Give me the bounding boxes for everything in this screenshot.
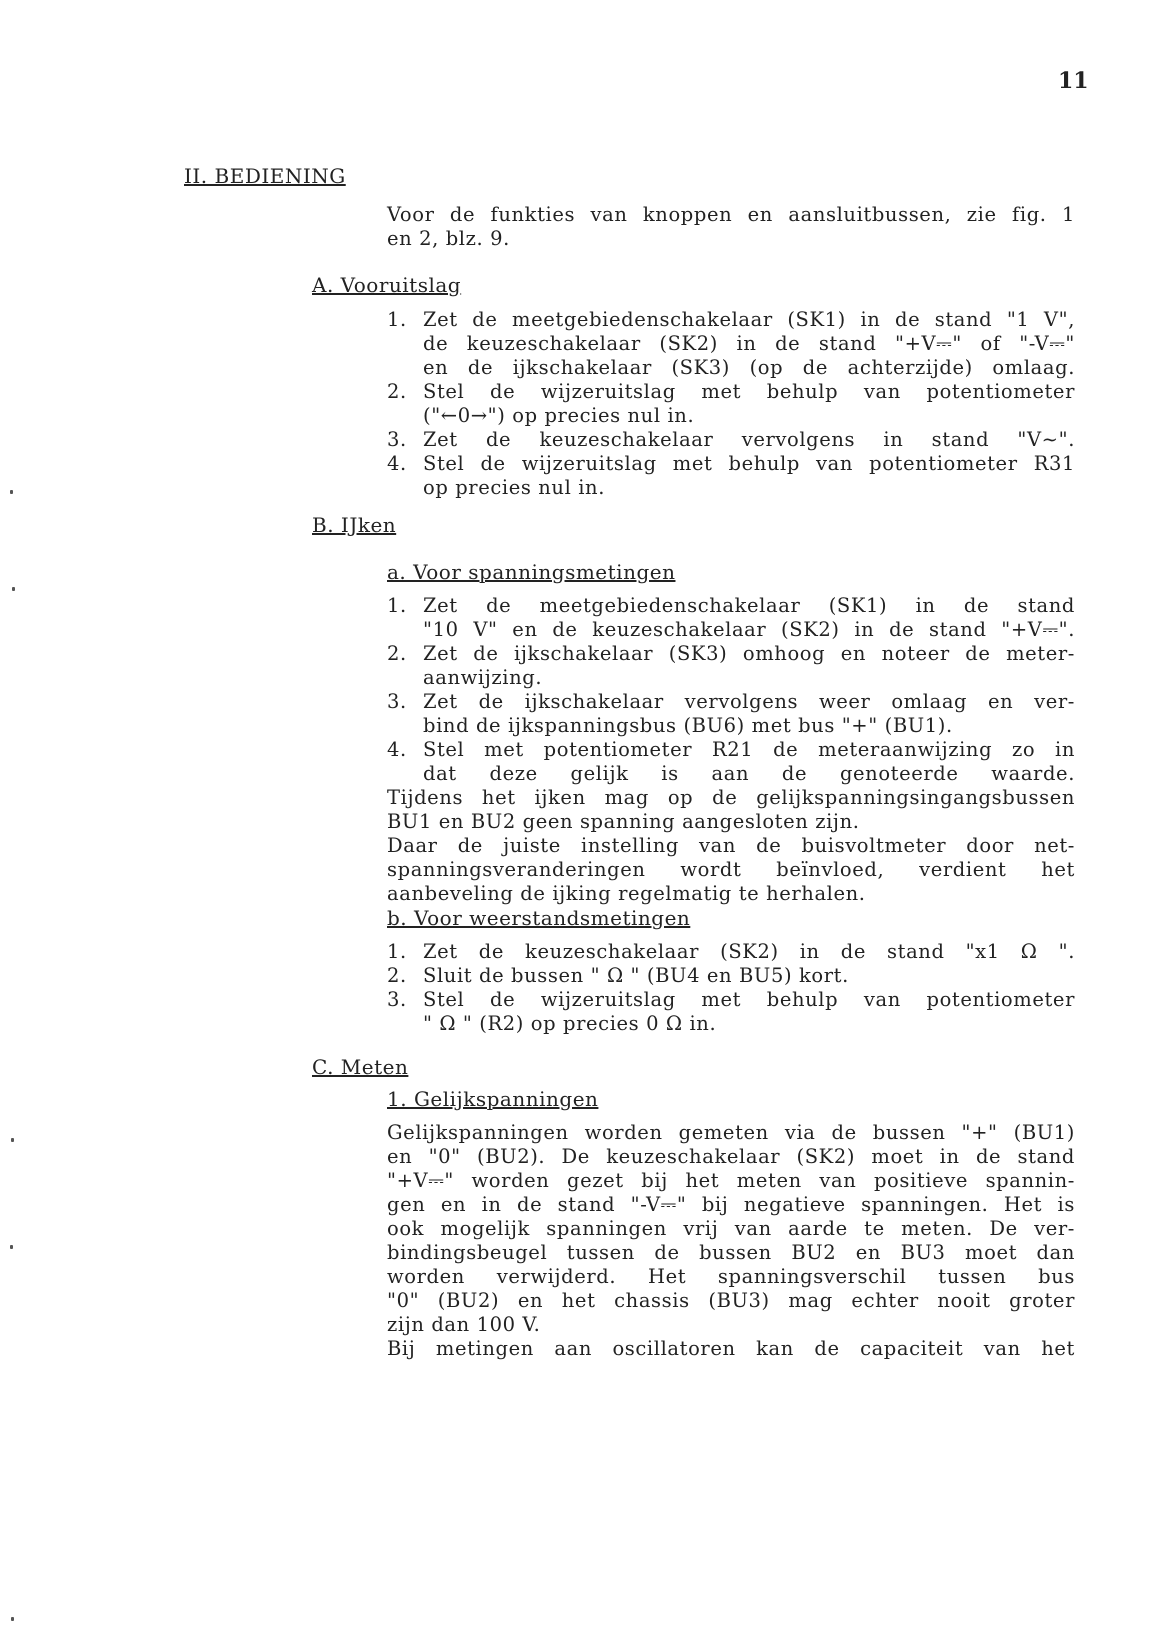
- text-line: " Ω " (R2) op precies 0 Ω in.: [423, 1012, 717, 1035]
- list-item: [387, 738, 1075, 786]
- text-line: spanningsveranderingen wordt beïnvloed, verdient het: [387, 858, 1075, 881]
- text-line: Zet de keuzeschakelaar vervolgens in stand "V∼".: [423, 428, 1075, 451]
- item-number: 4.: [387, 738, 407, 761]
- text-line: Zet de ijkschakelaar (SK3) omhoog en noteer de meter-: [423, 642, 1075, 665]
- text-line: Zet de meetgebiedenschakelaar (SK1) in de stand "1 V",: [423, 308, 1075, 331]
- item-number: 2.: [387, 964, 407, 987]
- text-line: Stel de wijzeruitslag met behulp van potentiometer: [423, 380, 1075, 403]
- intro-paragraph: [387, 203, 1075, 251]
- text-line: Tijdens het ijken mag op de gelijkspanningsingangsbussen: [387, 786, 1075, 809]
- text-line: aanbeveling de ijking regelmatig te herhalen.: [387, 882, 866, 905]
- text-line: Bij metingen aan oscillatoren kan de capaciteit van het: [387, 1337, 1075, 1360]
- item-number: 3.: [387, 988, 407, 1011]
- item-number: 4.: [387, 452, 407, 475]
- text-line: aanwijzing.: [423, 666, 543, 689]
- scan-speck: [11, 1617, 14, 1621]
- page-title: II. BEDIENING: [184, 164, 346, 188]
- list-item: [387, 308, 1075, 380]
- text-line: en "0" (BU2). De keuzeschakelaar (SK2) moet in de stand: [387, 1145, 1075, 1168]
- list-item: [387, 642, 1075, 690]
- text-line: zijn dan 100 V.: [387, 1313, 541, 1336]
- text-line: Sluit de bussen " Ω " (BU4 en BU5) kort.: [423, 964, 849, 987]
- text-line: "0" (BU2) en het chassis (BU3) mag echter nooit groter: [387, 1289, 1075, 1312]
- text-line: bind de ijkspanningsbus (BU6) met bus "+" (BU1).: [423, 714, 953, 737]
- text-line: worden verwijderd. Het spanningsverschil tussen bus: [387, 1265, 1075, 1288]
- text-line: op precies nul in.: [423, 476, 606, 499]
- text-line: BU1 en BU2 geen spanning aangesloten zijn.: [387, 810, 860, 833]
- text-line: Zet de ijkschakelaar vervolgens weer omlaag en ver-: [423, 690, 1075, 713]
- page-number: 11: [1058, 68, 1089, 94]
- text-line: "10 V" en de keuzeschakelaar (SK2) in de stand "+V⎓".: [423, 618, 1075, 641]
- item-number: 1.: [387, 940, 407, 963]
- list-item: [387, 428, 1075, 452]
- text-line: dat deze gelijk is aan de genoteerde waarde.: [423, 762, 1075, 785]
- item-number: 3.: [387, 428, 407, 451]
- text-line: en de ijkschakelaar (SK3) (op de achterzijde) omlaag.: [423, 356, 1075, 379]
- list-item: [387, 380, 1075, 428]
- item-number: 3.: [387, 690, 407, 713]
- list-item: [387, 988, 1075, 1036]
- scan-speck: [11, 1138, 14, 1142]
- section-c-heading: C. Meten: [312, 1055, 409, 1079]
- list-item: [387, 964, 1075, 988]
- item-number: 2.: [387, 642, 407, 665]
- text-line: ("←0→") op precies nul in.: [423, 404, 695, 427]
- scan-speck: [12, 587, 15, 591]
- text-line: Stel de wijzeruitslag met behulp van potentiometer: [423, 988, 1075, 1011]
- subsection-b-list: [387, 940, 1075, 1036]
- text-line: en 2, blz. 9.: [387, 227, 510, 250]
- section-a-list: [387, 308, 1075, 500]
- text-line: Zet de meetgebiedenschakelaar (SK1) in de stand: [423, 594, 1075, 617]
- text-line: gen en in de stand "-V⎓" bij negatieve spanningen. Het is: [387, 1193, 1075, 1216]
- section-a-heading: A. Vooruitslag: [312, 273, 462, 297]
- list-item: [387, 594, 1075, 642]
- text-line: ook mogelijk spanningen vrij van aarde te meten. De ver-: [387, 1217, 1075, 1240]
- text-line: "+V⎓" worden gezet bij het meten van positieve spannin-: [387, 1169, 1075, 1192]
- item-number: 1.: [387, 308, 407, 331]
- text-line: Gelijkspanningen worden gemeten via de bussen "+" (BU1): [387, 1121, 1075, 1144]
- text-line: Stel de wijzeruitslag met behulp van potentiometer R31: [423, 452, 1075, 475]
- list-item: [387, 452, 1075, 500]
- text-line: Stel met potentiometer R21 de meteraanwijzing zo in: [423, 738, 1075, 761]
- item-number: 1.: [387, 594, 407, 617]
- subsection-1-heading: 1. Gelijkspanningen: [387, 1087, 599, 1111]
- text-line: Voor de funkties van knoppen en aansluitbussen, zie fig. 1: [387, 203, 1075, 226]
- list-item: [387, 690, 1075, 738]
- item-number: 2.: [387, 380, 407, 403]
- list-item: [387, 940, 1075, 964]
- text-line: bindingsbeugel tussen de bussen BU2 en BU3 moet dan: [387, 1241, 1075, 1264]
- text-line: de keuzeschakelaar (SK2) in de stand "+V⎓" of "-V⎓": [423, 332, 1075, 355]
- text-line: Daar de juiste instelling van de buisvoltmeter door net-: [387, 834, 1075, 857]
- section-b-heading: B. IJken: [312, 513, 397, 537]
- gelijkspanningen-paragraph: [387, 1121, 1075, 1361]
- subsection-b-heading: b. Voor weerstandsmetingen: [387, 906, 691, 930]
- text-line: Zet de keuzeschakelaar (SK2) in de stand "x1 Ω ".: [423, 940, 1075, 963]
- subsection-a-list: [387, 594, 1075, 786]
- scan-speck: [10, 490, 13, 494]
- scan-speck: [10, 1245, 13, 1249]
- ijken-paragraph: [387, 786, 1075, 906]
- subsection-a-heading: a. Voor spanningsmetingen: [387, 560, 676, 584]
